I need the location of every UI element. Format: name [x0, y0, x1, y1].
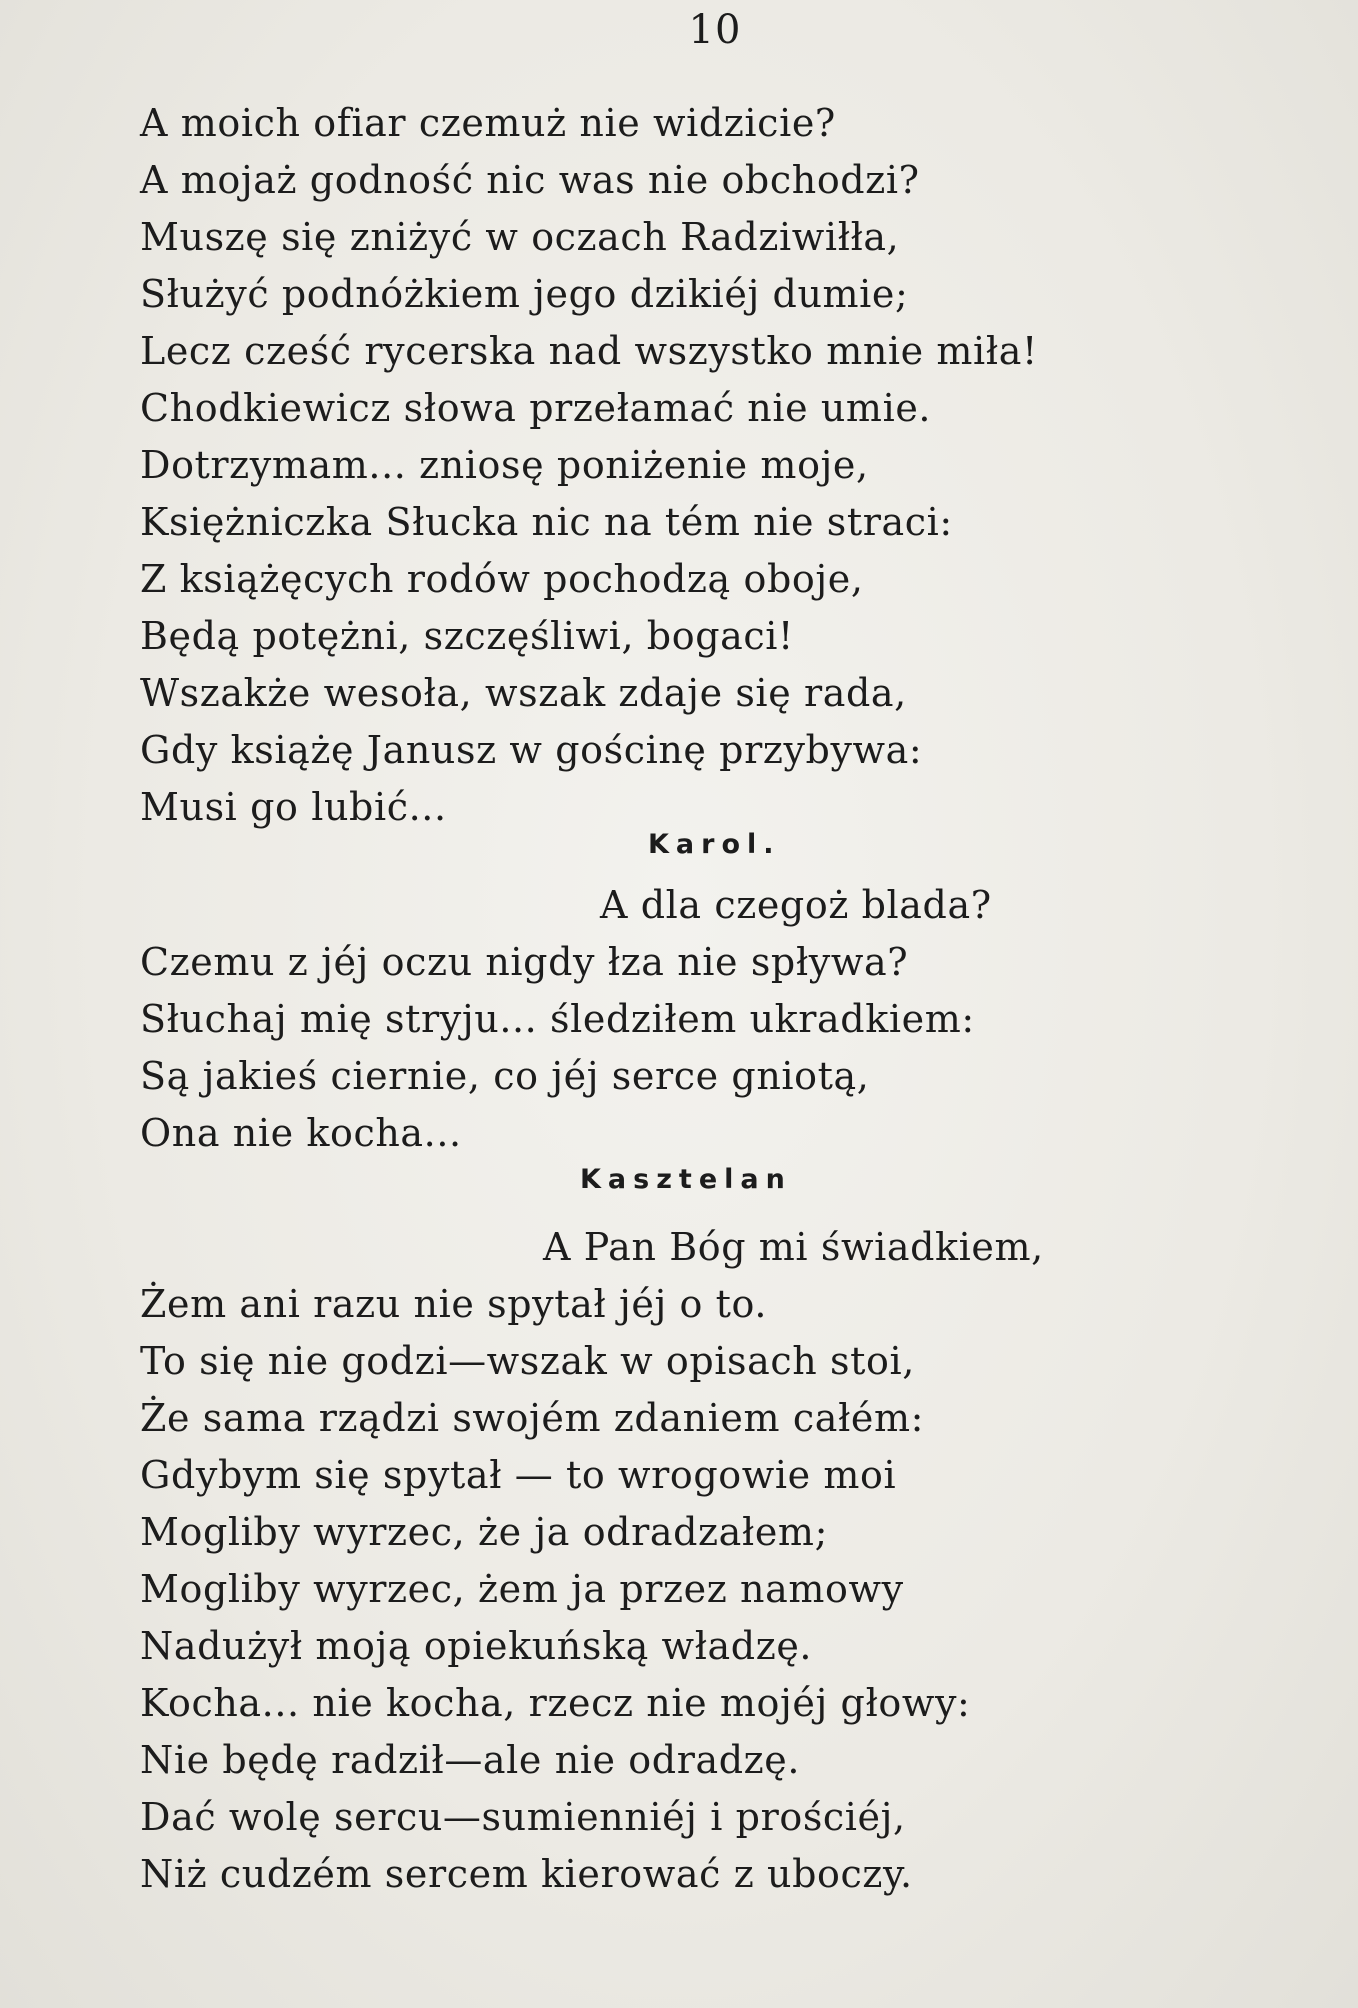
verse-line: Nie będę radził—ale nie odradzę.	[140, 1738, 801, 1782]
verse-line: Mogliby wyrzec, żem ja przez namowy	[140, 1567, 904, 1611]
verse-line: Są jakieś ciernie, co jéj serce gniotą,	[140, 1054, 870, 1098]
page-number: 10	[688, 7, 742, 53]
verse-line: Gdy książę Janusz w gościnę przybywa:	[140, 728, 923, 772]
verse-line: Że sama rządzi swojém zdaniem całém:	[140, 1396, 925, 1440]
verse-line: Lecz cześć rycerska nad wszystko mnie miła!	[140, 329, 1038, 373]
verse-line: Wszakże wesoła, wszak zdaje się rada,	[140, 671, 907, 715]
verse-line: Muszę się zniżyć w oczach Radziwiłła,	[140, 215, 900, 259]
verse-line: Gdybym się spytał — to wrogowie moi	[140, 1453, 897, 1497]
verse-line: Kocha... nie kocha, rzecz nie mojéj głowy:	[140, 1681, 971, 1725]
verse-line: A mojaż godność nic was nie obchodzi?	[140, 158, 920, 202]
verse-line: Niż cudzém sercem kierować z uboczy.	[140, 1852, 913, 1896]
verse-line: A Pan Bóg mi świadkiem,	[543, 1225, 1044, 1269]
verse-line: A moich ofiar czemuż nie widzicie?	[140, 101, 836, 145]
verse-line: To się nie godzi—wszak w opisach stoi,	[140, 1339, 915, 1383]
speaker-name-karol: Karol.	[648, 829, 781, 860]
verse-line: Słuchaj mię stryju... śledziłem ukradkiem:	[140, 997, 975, 1041]
speaker-name-kasztelan: Kasztelan	[580, 1164, 792, 1195]
verse-line: Służyć podnóżkiem jego dzikiéj dumie;	[140, 272, 909, 316]
verse-line: Musi go lubić...	[140, 785, 447, 829]
verse-line: Księżniczka Słucka nic na tém nie straci:	[140, 500, 953, 544]
verse-line: Żem ani razu nie spytał jéj o to.	[140, 1282, 768, 1326]
verse-line: Dotrzymam... zniosę poniżenie moje,	[140, 443, 869, 487]
verse-line: Mogliby wyrzec, że ja odradzałem;	[140, 1510, 828, 1554]
verse-line: Czemu z jéj oczu nigdy łza nie spływa?	[140, 940, 909, 984]
verse-line: Dać wolę sercu—sumienniéj i prościéj,	[140, 1795, 906, 1839]
verse-line: Z książęcych rodów pochodzą oboje,	[140, 557, 864, 601]
verse-line: Ona nie kocha...	[140, 1111, 462, 1155]
verse-line: A dla czegoż blada?	[600, 883, 992, 927]
verse-line: Będą potężni, szczęśliwi, bogaci!	[140, 614, 794, 658]
verse-line: Chodkiewicz słowa przełamać nie umie.	[140, 386, 932, 430]
verse-line: Nadużył moją opiekuńską władzę.	[140, 1624, 813, 1668]
